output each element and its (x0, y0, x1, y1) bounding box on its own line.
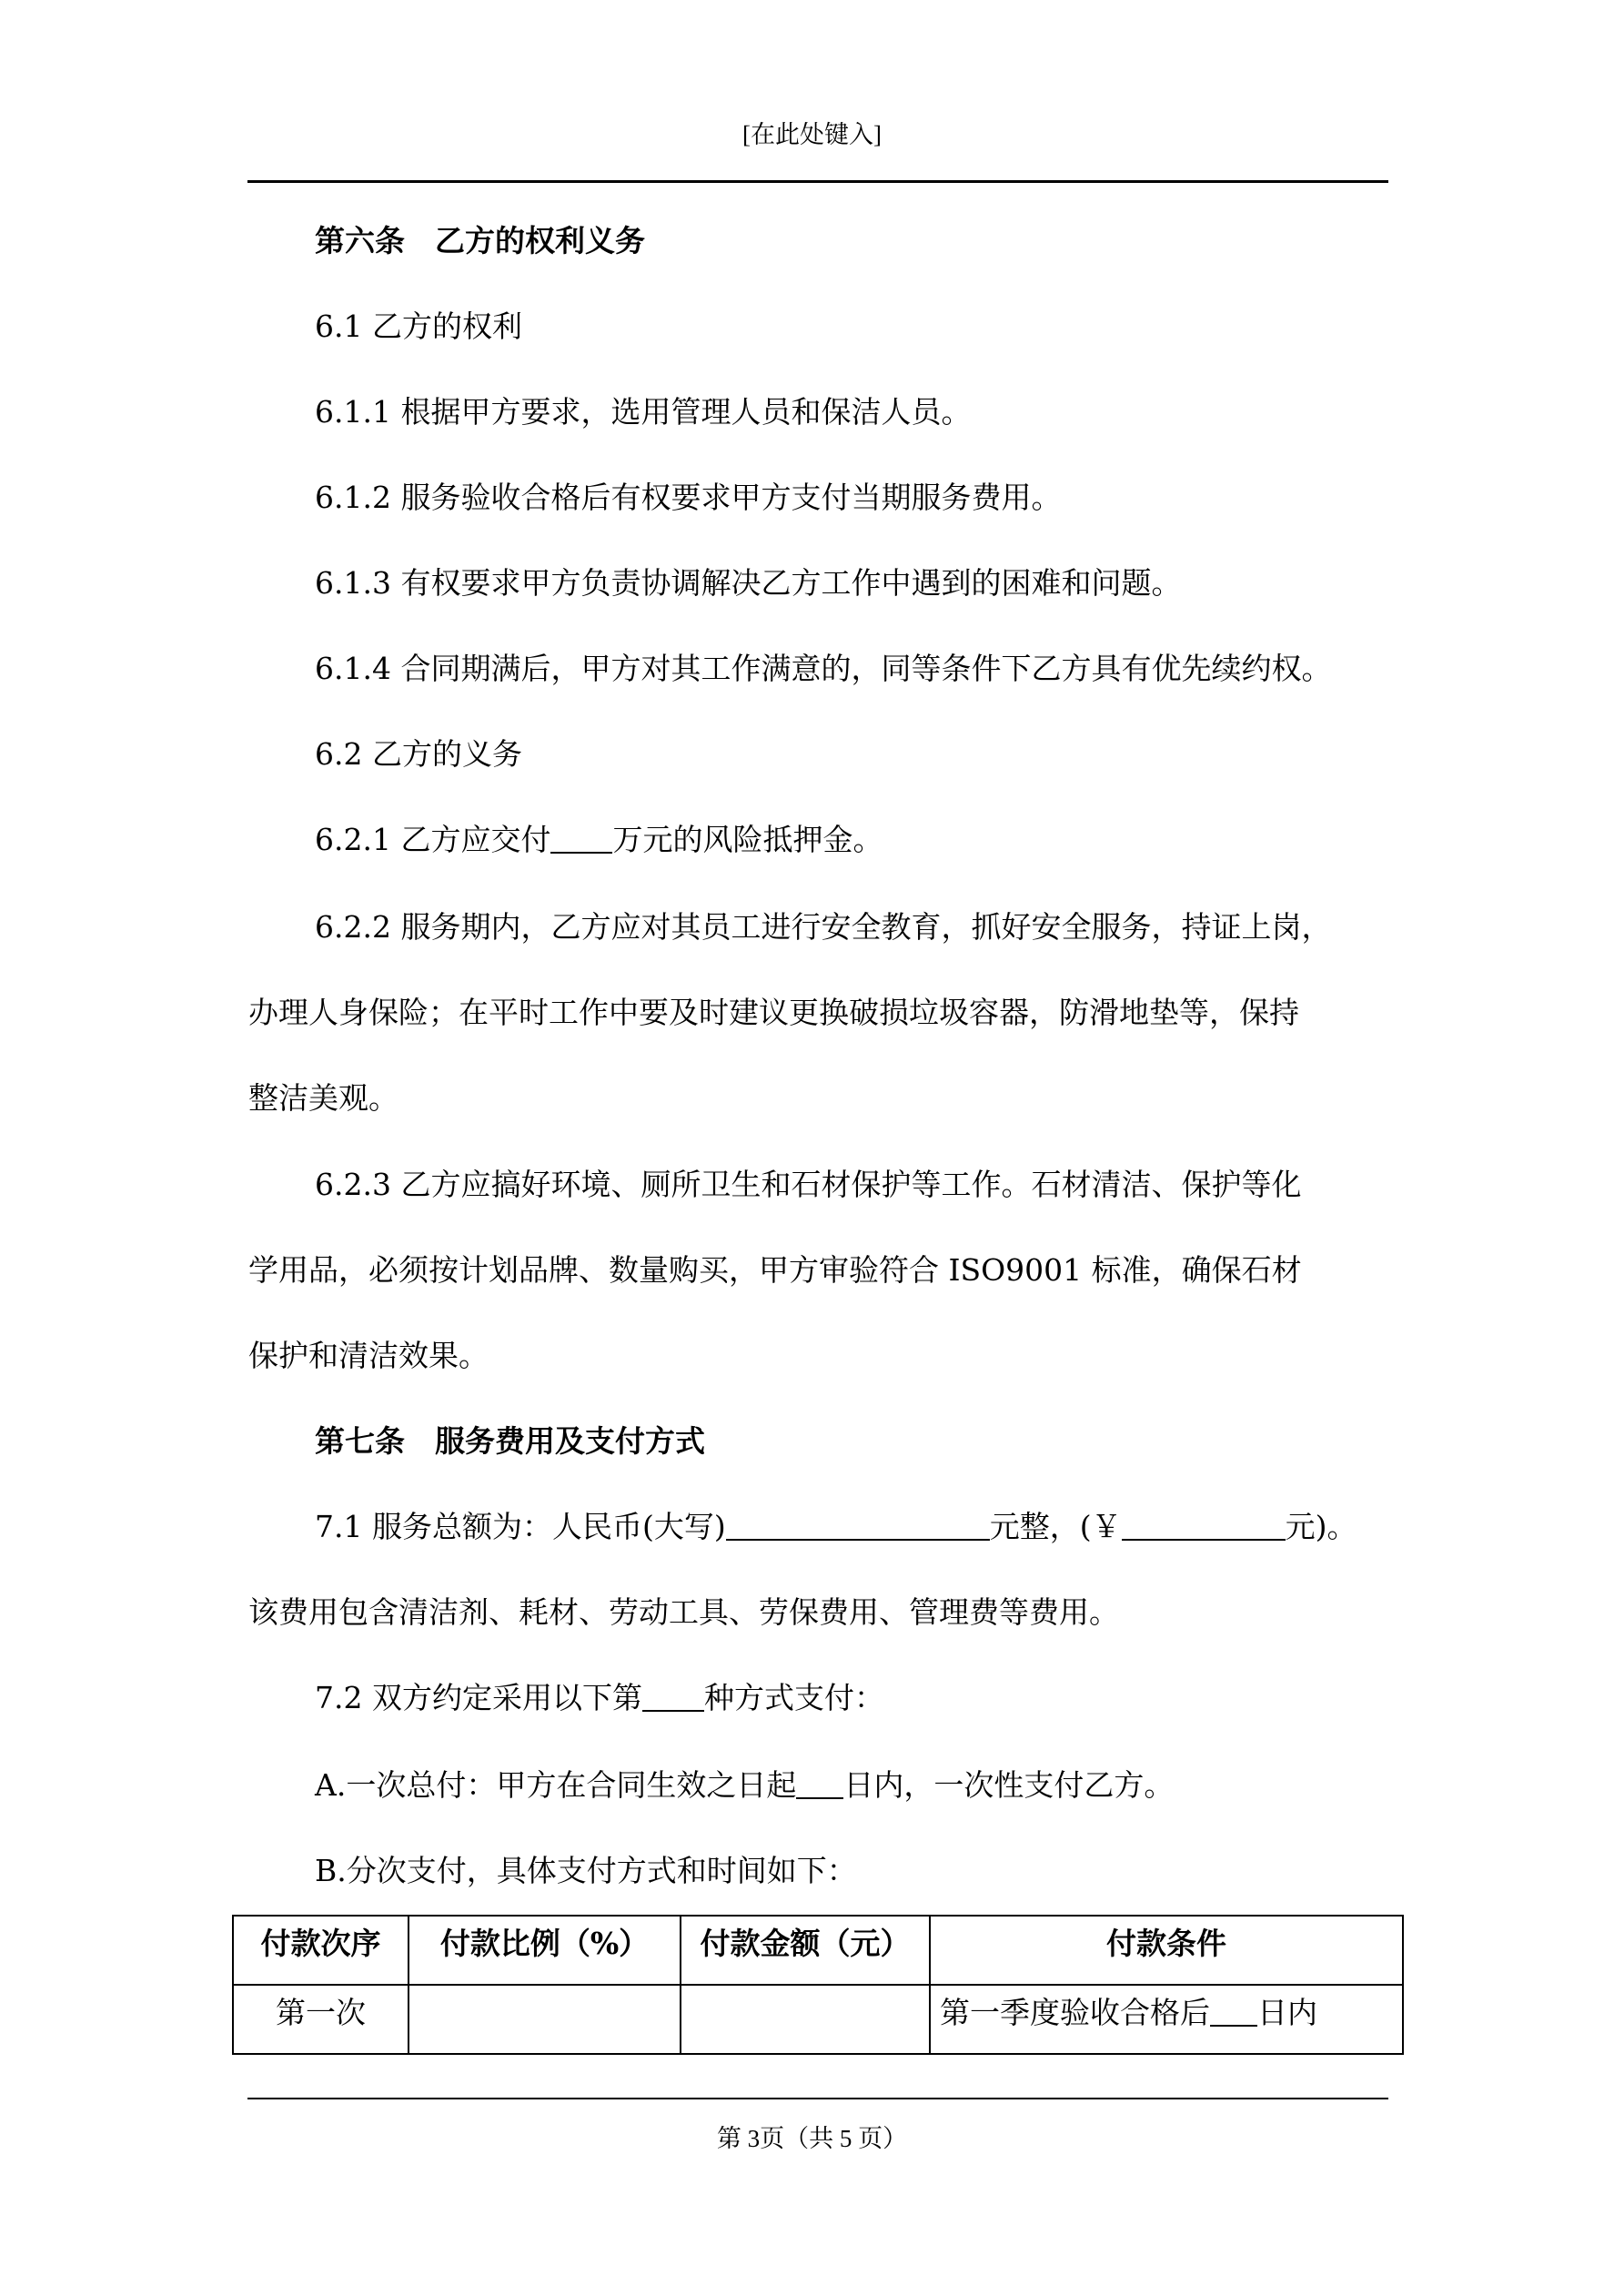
payment-table (232, 1915, 1404, 2055)
col-header: 付款金额（元） (681, 1916, 930, 1985)
amount-words-field[interactable] (726, 1512, 990, 1541)
col-header: 付款次序 (233, 1916, 409, 1985)
cell: 第一次 (233, 1985, 409, 2054)
text: 元整，(￥ (989, 1509, 1122, 1544)
clause-6-2-2: 6.2.2 服务期内，乙方应对其员工进行安全教育，抓好安全服务，持证上岗， (315, 909, 1332, 945)
text: A.一次总付：甲方在合同生效之日起 (315, 1767, 797, 1803)
blank-field[interactable] (796, 1770, 843, 1799)
text: 日内 (1257, 1995, 1317, 2030)
footer-rule (247, 2098, 1388, 2099)
article-7-heading: 第七条 服务费用及支付方式 (315, 1423, 705, 1459)
clause-6-2-1 (248, 797, 1389, 883)
clause-6-1-3: 6.1.3 有权要求甲方负责协调解决乙方工作中遇到的困难和问题。 (315, 565, 1182, 601)
option-b: B.分次支付，具体支付方式和时间如下： (315, 1853, 857, 1888)
blank-field[interactable] (642, 1683, 704, 1712)
table-header-row (233, 1916, 1403, 1985)
clause-6-2-3: 6.2.3 乙方应搞好环境、厕所卫生和石材保护等工作。石材清洁、保护等化 (315, 1167, 1302, 1202)
page-footer: 第 3页（共 5 页） (716, 2125, 908, 2152)
cell (930, 1985, 1403, 2054)
col-header: 付款条件 (930, 1916, 1403, 1985)
cell[interactable] (681, 1985, 930, 2054)
clause-6-2-3-cont: 学用品，必须按计划品牌、数量购买，甲方审验符合 ISO9001 标准，确保石材 (248, 1252, 1302, 1288)
text: 元)。 (1285, 1509, 1357, 1544)
clause-6-2-3-cont: 保护和清洁效果。 (248, 1338, 489, 1373)
text: 6.2.1 乙方应交付 (315, 822, 551, 857)
clause-6-2-2-cont: 办理人身保险；在平时工作中要及时建议更换破损垃圾容器，防滑地垫等，保持 (248, 995, 1299, 1030)
clause-7-2 (248, 1655, 1389, 1741)
cell[interactable] (409, 1985, 681, 2054)
amount-number-field[interactable] (1122, 1512, 1286, 1541)
article-6-heading: 第六条 乙方的权利义务 (315, 223, 645, 258)
clause-7-1 (248, 1484, 1389, 1570)
table-row (233, 1985, 1403, 2054)
text: 万元的风险抵押金。 (612, 822, 883, 857)
clause-6-2: 6.2 乙方的义务 (315, 736, 522, 772)
clause-6-2-2-cont: 整洁美观。 (248, 1080, 398, 1116)
clause-6-1-4: 6.1.4 合同期满后，甲方对其工作满意的，同等条件下乙方具有优先续约权。 (315, 651, 1332, 686)
col-header: 付款比例（%） (409, 1916, 681, 1985)
clause-6-1-1: 6.1.1 根据甲方要求，选用管理人员和保洁人员。 (315, 394, 972, 430)
page-header: [在此处键入] (742, 121, 882, 148)
text: 种方式支付： (703, 1680, 884, 1715)
text: 7.2 双方约定采用以下第 (315, 1680, 642, 1715)
clause-6-1: 6.1 乙方的权利 (315, 308, 522, 344)
text: 7.1 服务总额为：人民币(大写) (315, 1509, 726, 1544)
blank-field[interactable] (1210, 1998, 1257, 2027)
option-a (248, 1743, 1389, 1828)
header-rule (247, 180, 1388, 183)
blank-field[interactable] (550, 824, 612, 854)
clause-6-1-2: 6.1.2 服务验收合格后有权要求甲方支付当期服务费用。 (315, 480, 1062, 515)
clause-7-1-cont: 该费用包含清洁剂、耗材、劳动工具、劳保费用、管理费等费用。 (248, 1594, 1119, 1630)
text: 第一季度验收合格后 (940, 1995, 1210, 2030)
text: 日内，一次性支付乙方。 (843, 1767, 1175, 1803)
